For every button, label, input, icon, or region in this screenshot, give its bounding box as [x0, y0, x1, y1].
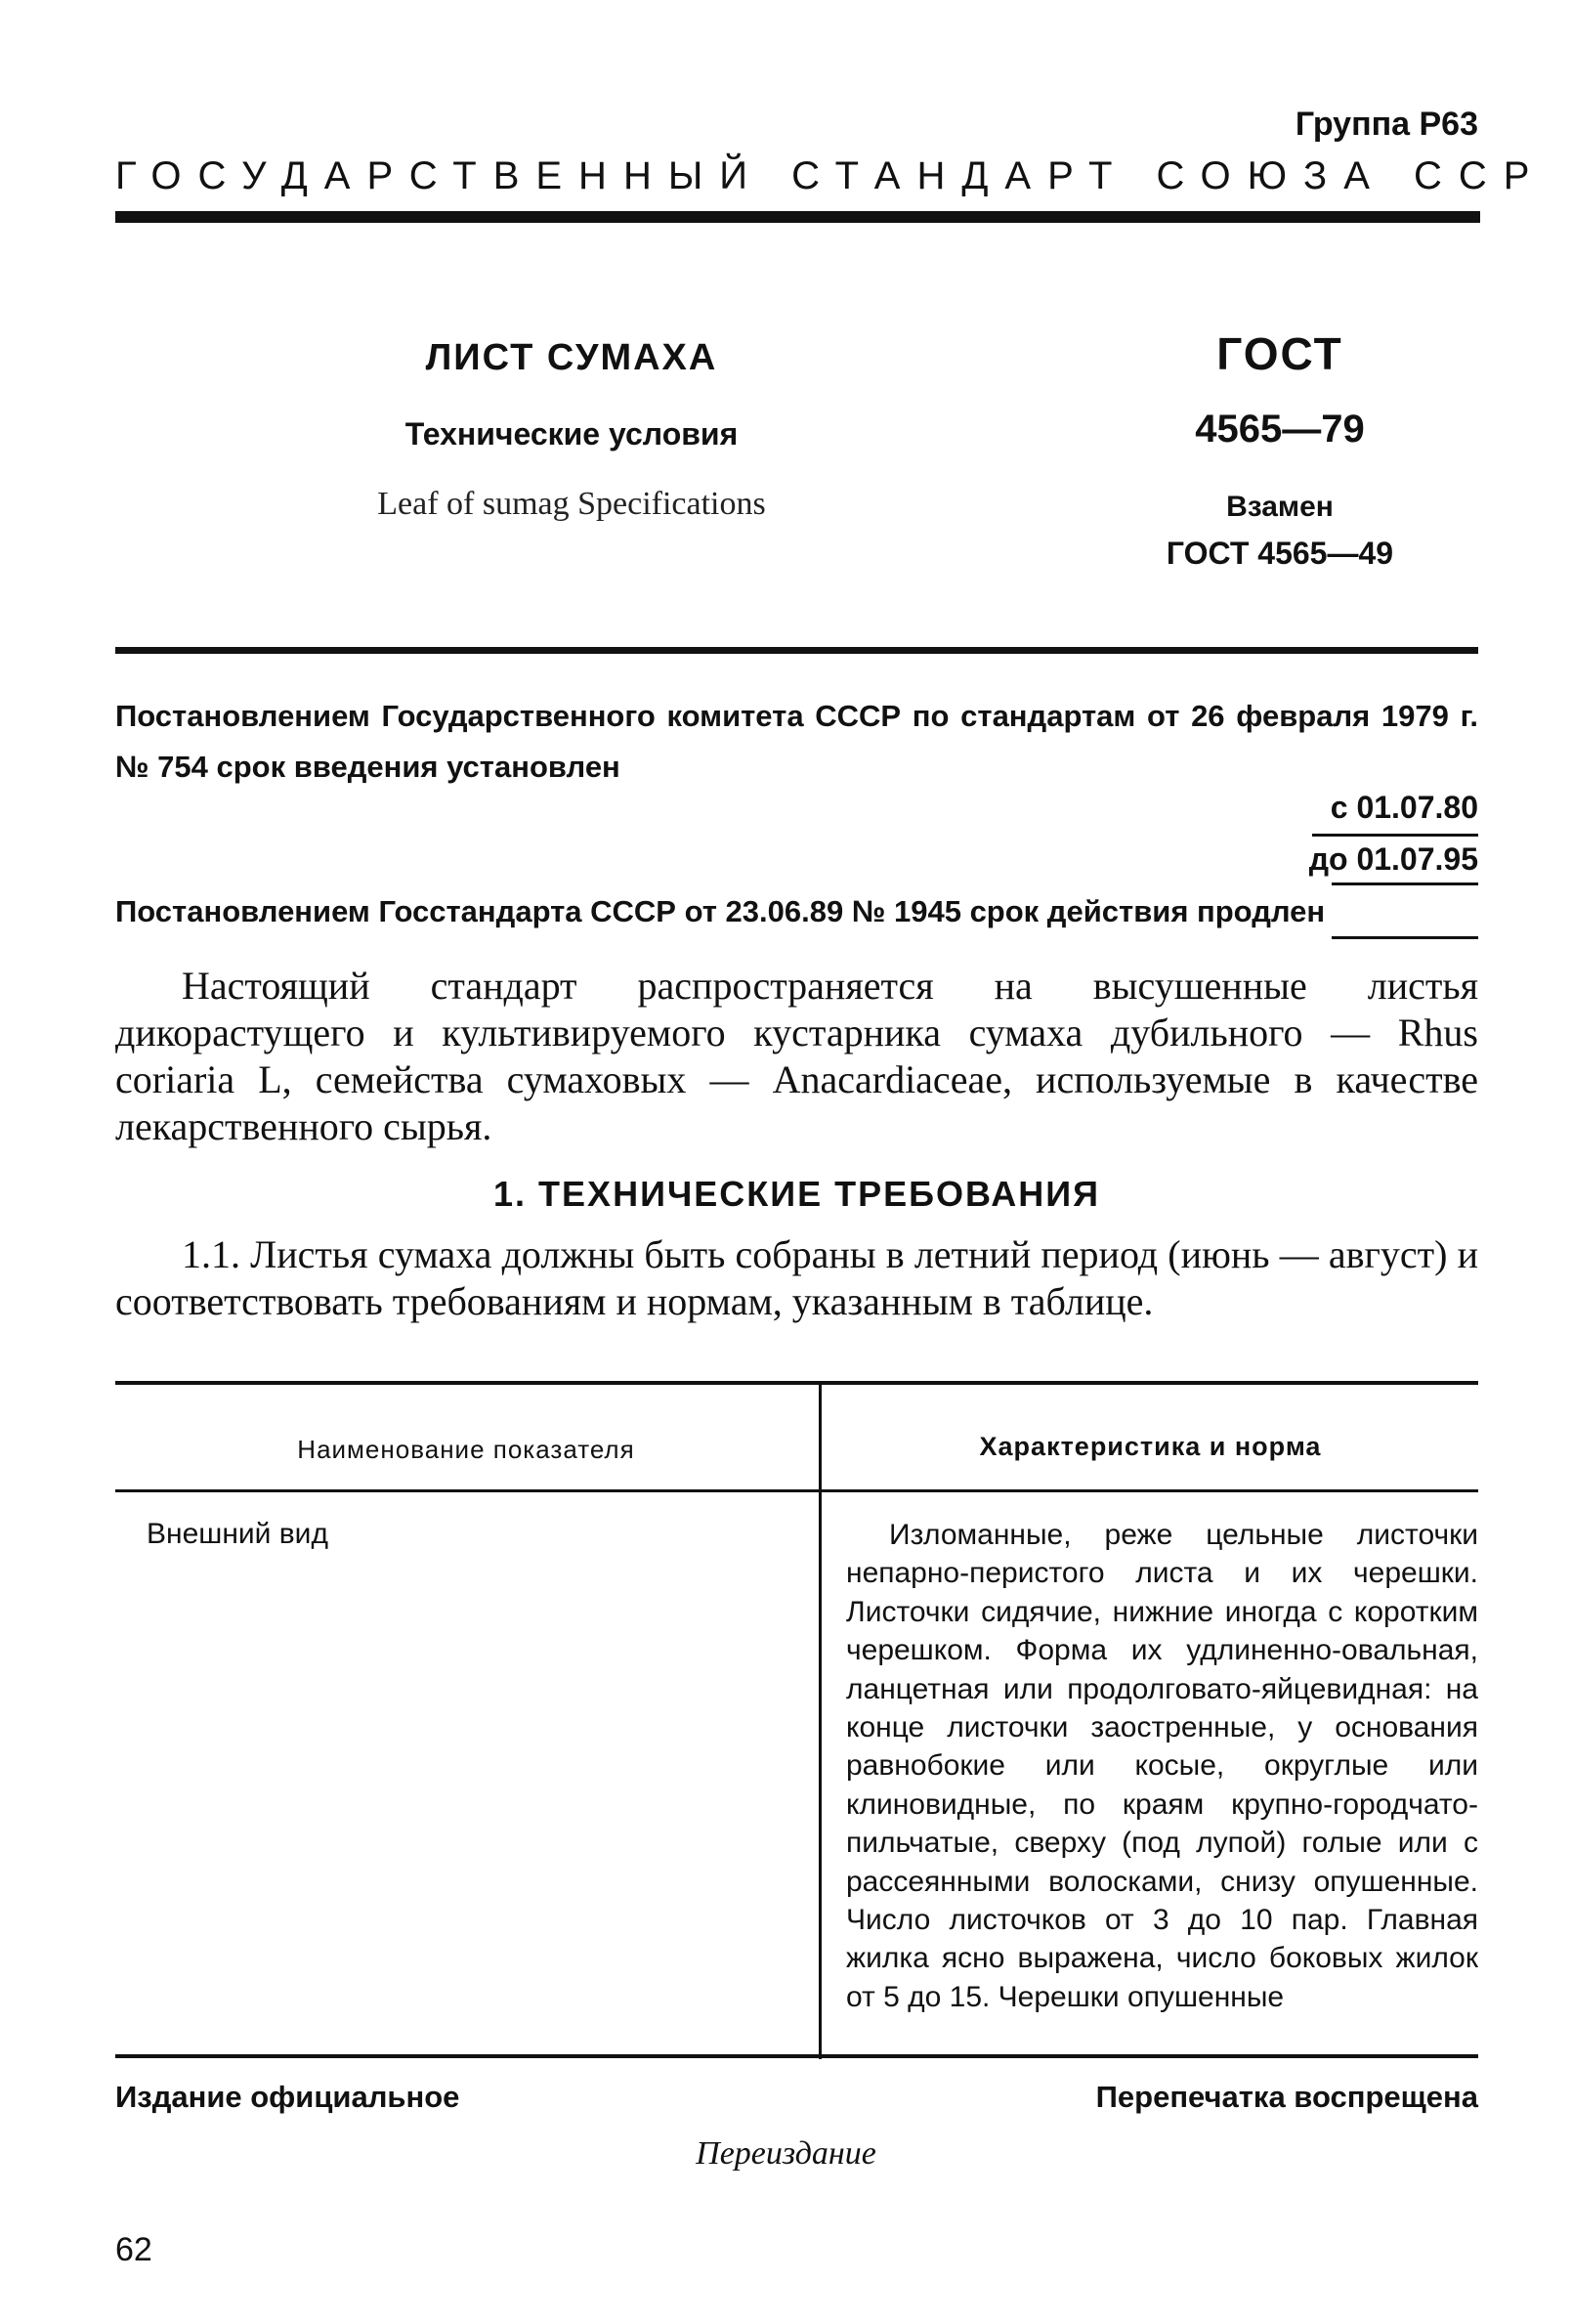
header-rule	[115, 211, 1480, 223]
decree-text: Постановлением Государственного комитета СССР по стандартам от 26 февраля 1979 г. № 754 срок введения установлен	[115, 699, 1478, 784]
replaces-label: Взамен	[1226, 491, 1334, 523]
document-title: ЛИСТ СУМАХА	[425, 337, 718, 378]
separator-rule	[115, 647, 1478, 654]
table-bottom-rule	[115, 2054, 1478, 2058]
reprint-prohibited: Перепечатка воспрещена	[1095, 2080, 1478, 2114]
date-underline	[1312, 834, 1478, 837]
document-subtitle: Технические условия	[404, 416, 739, 452]
table-top-rule	[115, 1381, 1478, 1385]
table-cell-value: Изломанные, реже цельные листочки непарно-перистого листа и их черешки. Листочки сидячие, нижние иногда с коротким черешком. Форма их удлиненно-овальная, ланцетная или продолговато-яйцевидная: на конце листочки заостренные, у основания равнобокие или косые, округлые или клиновидные, по краям крупно-городчато-пильчатые, сверху (под лупой) голые или с рассеянными волосками, снизу опушенные. Число листочков от 3 до 10 пар. Главная жилка ясно выражена, число боковых жилок от 5 до 15. Черешки опушенные	[846, 1519, 1478, 2013]
table-cell-name: Внешний вид	[147, 1518, 328, 1550]
extension-underline	[1332, 936, 1478, 939]
official-edition: Издание официальное	[115, 2080, 460, 2114]
reissue-label: Переиздание	[696, 2135, 876, 2172]
table-header-value: Характеристика и норма	[979, 1432, 1322, 1461]
group-code: Группа Р63	[1295, 106, 1478, 143]
intro-paragraph: Настоящий стандарт распространяется на высушенные листья дикорастущего и культивируемого кустарника сумаха дубильного — Rhus coriaria L, семейства сумаховых — Anacardiaceae, используемые в качестве лекарственного сырья.	[115, 964, 1478, 1148]
table-header-rule	[115, 1489, 1478, 1492]
table-column-divider	[819, 1383, 822, 2059]
date-underline	[1332, 882, 1478, 885]
title-block	[293, 337, 850, 523]
gost-block	[1094, 327, 1466, 572]
date-from: с 01.07.80	[1330, 790, 1478, 825]
page-number: 62	[115, 2231, 152, 2268]
document-english-title: Leaf of sumag Specifications	[377, 486, 766, 522]
section-heading: 1. ТЕХНИЧЕСКИЕ ТРЕБОВАНИЯ	[493, 1174, 1100, 1214]
gost-number: 4565—79	[1195, 408, 1365, 451]
replaced-standard: ГОСТ 4565—49	[1166, 536, 1394, 571]
extension-text: Постановлением Госстандарта СССР от 23.06.89 № 1945 срок действия продлен	[115, 894, 1326, 928]
date-to: до 01.07.95	[1308, 841, 1478, 877]
gost-label: ГОСТ	[1216, 328, 1343, 379]
table-header-name: Наименование показателя	[297, 1435, 635, 1464]
clause-1-1: 1.1. Листья сумаха должны быть собраны в летний период (июнь — август) и соответствовать требованиям и нормам, указанным в таблице.	[115, 1232, 1478, 1323]
state-standard-heading: ГОСУДАРСТВЕННЫЙ СТАНДАРТ СОЮЗА ССР	[115, 154, 1547, 197]
